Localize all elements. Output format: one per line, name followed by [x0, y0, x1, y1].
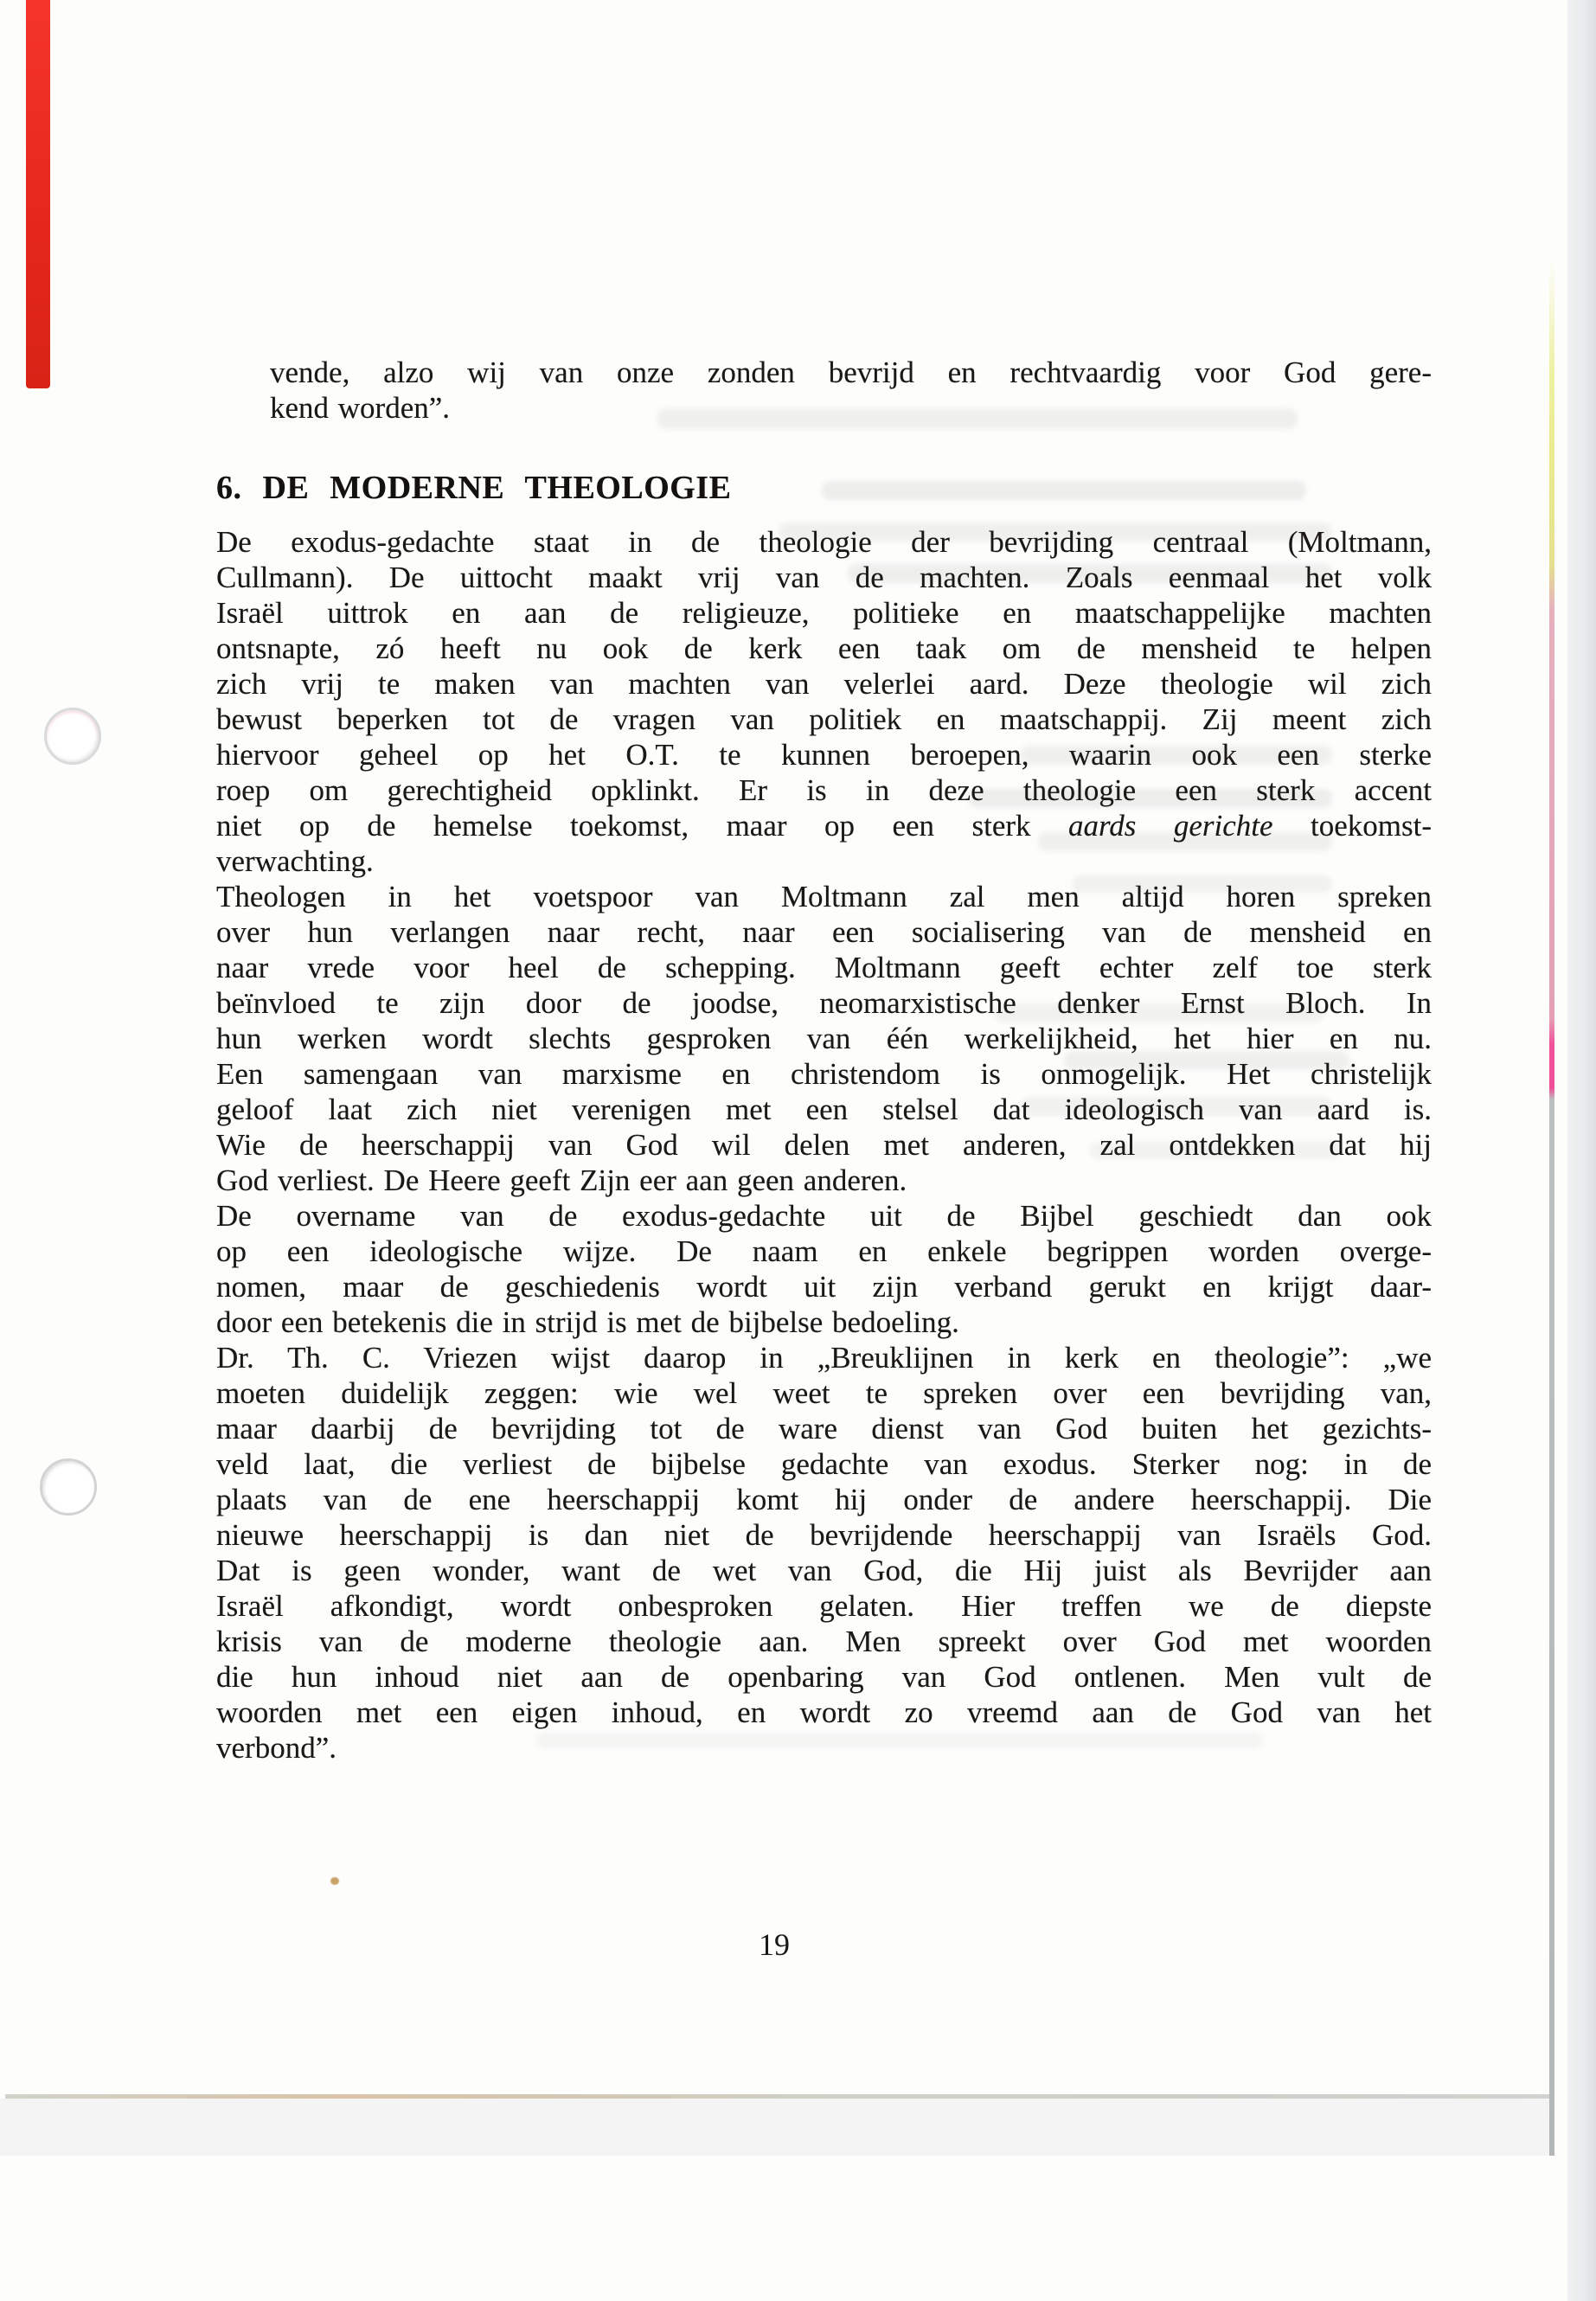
section-heading: 6. DE MODERNE THEOLOGIE	[216, 470, 732, 506]
ink-dot	[330, 1877, 339, 1885]
text-line: ontsnapte, zó heeft nu ook de kerk een taak om de mensheid te helpen	[216, 631, 1432, 665]
text-line: Cullmann). De uittocht maakt vrij van de machten. Zoals eenmaal het volk	[216, 561, 1432, 594]
text-line: die hun inhoud niet aan de openbaring van God ontlenen. Men vult de	[216, 1660, 1432, 1694]
text-line: nomen, maar de geschiedenis wordt uit zijn verband gerukt en krijgt daar-	[216, 1270, 1432, 1304]
text-line: Israël uittrok en aan de religieuze, politieke en maatschappelijke machten	[216, 596, 1432, 630]
text-line: roep om gerechtigheid opklinkt. Er is in deze theologie een sterk accent	[216, 773, 1432, 807]
text-line: geloof laat zich niet verenigen met een stelsel dat ideologisch van aard is.	[216, 1093, 1432, 1126]
text-line: naar vrede voor heel de schepping. Moltmann geeft echter zelf toe sterk	[216, 951, 1432, 984]
text-line: verwachting.	[216, 844, 374, 878]
text-line: Dat is geen wonder, want de wet van God, die Hij juist als Bevrijder aan	[216, 1554, 1432, 1587]
text-line: Dr. Th. C. Vriezen wijst daarop in „Breuklijnen in kerk en theologie”: „we	[216, 1341, 1432, 1375]
text-line: door een betekenis die in strijd is met de bijbelse bedoeling.	[216, 1305, 959, 1339]
page-number: 19	[759, 1927, 790, 1962]
text-line: veld laat, die verliest de bijbelse gedachte van exodus. Sterker nog: in de	[216, 1447, 1432, 1481]
text-line: verbond”.	[216, 1731, 337, 1765]
text-line: vende, alzo wij van onze zonden bevrijd en rechtvaardig voor God gere-	[270, 356, 1432, 389]
scan-right-edge-column	[1567, 0, 1596, 2301]
quote-block	[270, 355, 1432, 426]
text-line: beïnvloed te zijn door de joodse, neomarxistische denker Ernst Bloch. In	[216, 986, 1432, 1020]
scan-bottom-edge-line	[5, 2094, 1550, 2099]
text-line: Een samengaan van marxisme en christendom is onmogelijk. Het christelijk	[216, 1057, 1432, 1091]
paragraph-3	[216, 1198, 1432, 1340]
text-line: moeten duidelijk zeggen: wie wel weet te spreken over een bevrijding van,	[216, 1376, 1432, 1410]
paragraph-1	[216, 524, 1432, 879]
hole-punch-top	[44, 708, 101, 765]
text-line: maar daarbij de bevrijding tot de ware dienst van God buiten het gezichts-	[216, 1412, 1432, 1445]
text-line: hun werken wordt slechts gesproken van één werkelijkheid, het hier en nu.	[216, 1022, 1432, 1055]
text-line: De exodus-gedachte staat in de theologie der bevrijding centraal (Moltmann,	[216, 525, 1432, 559]
page-edge-color-line	[1549, 260, 1554, 2156]
text-line: zich vrij te maken van machten van velerlei aard. Deze theologie wil zich	[216, 667, 1432, 701]
hole-punch-bottom	[40, 1458, 97, 1516]
red-edge-tab	[26, 0, 50, 388]
text-line: woorden met een eigen inhoud, en wordt zo vreemd aan de God van het	[216, 1695, 1432, 1729]
text-line: Theologen in het voetspoor van Moltmann zal men altijd horen spreken	[216, 880, 1432, 913]
text-line: op een ideologische wijze. De naam en enkele begrippen worden overge-	[216, 1234, 1432, 1268]
text-line: over hun verlangen naar recht, naar een socialisering van de mensheid en	[216, 915, 1432, 949]
paragraph-4	[216, 1340, 1432, 1766]
text-line: God verliest. De Heere geeft Zijn eer aan geen anderen.	[216, 1163, 907, 1197]
text-line: krisis van de moderne theologie aan. Men spreekt over God met woorden	[216, 1625, 1432, 1658]
text-line: plaats van de ene heerschappij komt hij onder de andere heerschappij. Die	[216, 1483, 1432, 1516]
paragraph-2	[216, 879, 1432, 1198]
text-line: bewust beperken tot de vragen van politiek en maatschappij. Zij meent zich	[216, 702, 1432, 736]
text-line: kend worden”.	[270, 391, 451, 425]
text-line: Wie de heerschappij van God wil delen met anderen, zal ontdekken dat hij	[216, 1128, 1432, 1162]
text-line: hiervoor geheel op het O.T. te kunnen beroepen, waarin ook een sterke	[216, 738, 1432, 772]
text-line: Israël afkondigt, wordt onbesproken gelaten. Hier treffen we de diepste	[216, 1589, 1432, 1623]
scan-bottom-band	[0, 2099, 1554, 2156]
text-block	[216, 355, 1432, 1766]
text-line: De overname van de exodus-gedachte uit de Bijbel geschiedt dan ook	[216, 1199, 1432, 1233]
text-line: niet op de hemelse toekomst, maar op een sterk aards gerichte toekomst-	[216, 809, 1432, 843]
text-line: nieuwe heerschappij is dan niet de bevrijdende heerschappij van Israëls God.	[216, 1518, 1432, 1552]
